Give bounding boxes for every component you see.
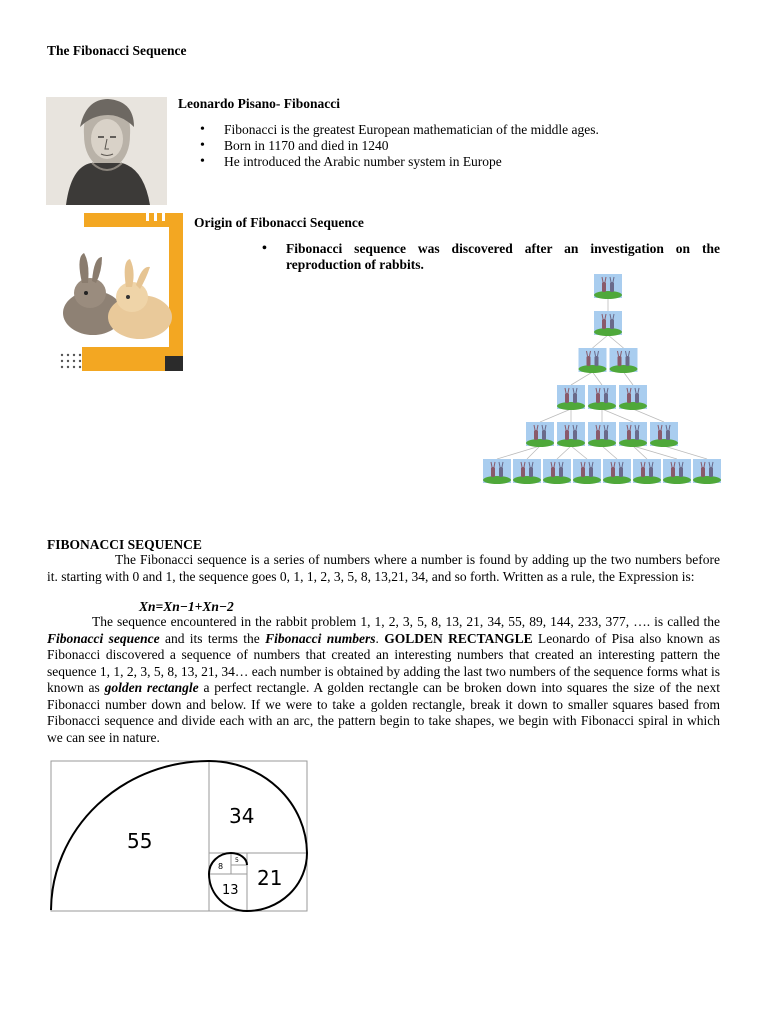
rabbit-pair-icon [543, 459, 571, 484]
rabbit-pair-icon [526, 422, 554, 447]
label-34: 34 [229, 804, 255, 828]
rabbit-pair-icon [650, 422, 678, 447]
intro-paragraph: The Fibonacci sequence is a series of numbers where a number is found by adding up the two numbers before it. starting with 0 and 1, the sequence goes 0, 1, 1, 2, 3, 5, 8, 13,21, 34, and so forth. Written as a rule, the Expression is: [47, 552, 720, 584]
tree-connector [540, 409, 571, 422]
tree-connector [593, 372, 603, 385]
tree-connector [602, 446, 617, 459]
list-item: • Born in 1170 and died in 1240 [200, 138, 660, 154]
rabbit-pair-icon [483, 459, 511, 484]
rabbit-pair-icon [588, 385, 616, 410]
rabbit-pair-icon [693, 459, 721, 484]
document-title: The Fibonacci Sequence [47, 43, 187, 58]
rabbit-pair-icon [573, 459, 601, 484]
list-item: • Fibonacci sequence was discovered after an investigation on the reproduction of rabbits. [262, 241, 720, 273]
tree-connector [571, 372, 593, 385]
tree-connector [602, 409, 633, 422]
tree-connector [624, 372, 634, 385]
section-heading: FIBONACCI SEQUENCE [47, 537, 202, 552]
rabbit-pair-icon [633, 459, 661, 484]
golden-rectangle-spiral-figure [49, 760, 309, 912]
rabbit-pair-icon [557, 422, 585, 447]
label-21: 21 [257, 866, 283, 890]
fibonacci-portrait-image [46, 97, 167, 205]
rabbit-pair-icon [619, 385, 647, 410]
leonardo-heading: Leonardo Pisano- Fibonacci [178, 96, 341, 111]
rabbit-pair-icon [557, 385, 585, 410]
golden-rectangle-paragraph: The sequence encountered in the rabbit problem 1, 1, 2, 3, 5, 8, 13, 21, 34, 55, 89, 144, 233, 377, …. is called the Fibonacci sequence and its terms the Fibonacci numbers. GOLDEN RECTANGLE Leonardo of Pisa also known as Fibonacci discovered a sequence of numbers that created an interesting numbers that created an interesting pattern the sequence 1, 1, 2, 3, 5, 8, 13, 21, 34… each number is obtained by adding the last two numbers of the sequence forms what is known as golden rectangle a perfect rectangle. A golden rectangle can be broken down into squares the size of the next Fibonacci number down and below. If we were to take a golden rectangle, break it down to smaller squares based from Fibonacci sequence and divide each with an arc, the pattern begin to take shapes, we begin with Fibonacci spiral in which we can see in nature. [47, 614, 720, 745]
leonardo-facts-list [200, 122, 660, 170]
list-item: • He introduced the Arabic number system in Europe [200, 154, 660, 170]
rabbits-image [48, 213, 183, 371]
rabbit-reproduction-tree-image [483, 272, 721, 494]
list-item: • Fibonacci is the greatest European mathematician of the middle ages. [200, 122, 660, 138]
tree-connector [557, 446, 571, 459]
rabbit-pair-icon [610, 348, 638, 373]
origin-list [262, 241, 720, 273]
origin-heading: Origin of Fibonacci Sequence [194, 215, 364, 230]
rabbit-pair-icon [513, 459, 541, 484]
tree-connector [633, 409, 664, 422]
rabbit-pair-icon [579, 348, 607, 373]
rabbit-pair-icon [594, 274, 622, 299]
label-55: 55 [127, 829, 153, 853]
tree-connector [593, 335, 609, 348]
label-8: 8 [218, 862, 224, 871]
rabbit-pair-icon [594, 311, 622, 336]
rabbit-pair-icon [588, 422, 616, 447]
fibonacci-formula: Xn=Xn−1+Xn−2 [139, 599, 234, 614]
rabbit-pair-icon [663, 459, 691, 484]
label-5: 5 [235, 857, 239, 864]
label-13: 13 [222, 883, 239, 898]
tree-connector [571, 446, 587, 459]
tree-connector [608, 335, 624, 348]
rabbit-pair-icon [603, 459, 631, 484]
rabbit-pair-icon [619, 422, 647, 447]
